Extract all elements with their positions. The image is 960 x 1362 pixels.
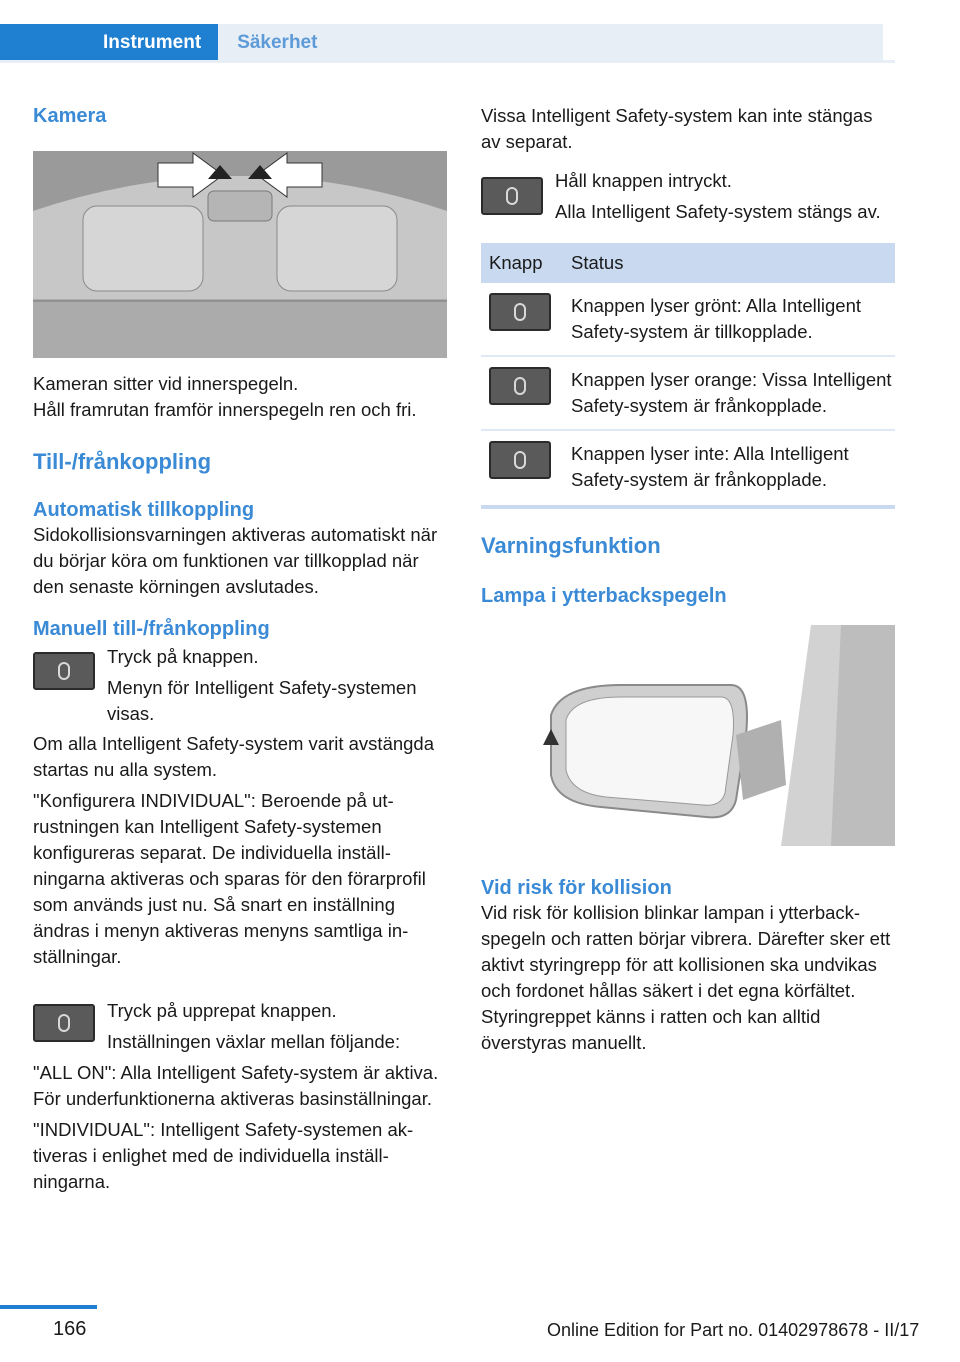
safety-button-icon bbox=[489, 367, 551, 405]
status-table bbox=[481, 243, 895, 503]
manual-text-1: Om alla Intelligent Safety-system varit avstängda startas nu alla system. bbox=[33, 733, 435, 780]
table-cell-status: Knappen lyser orange: Vissa Intelligent Safety-system är frånkopplade. bbox=[563, 356, 895, 430]
repeat-step-1: Tryck på upprepat knappen. bbox=[107, 1000, 337, 1021]
manual-step-2: Menyn för Intelligent Safety-systemen visas. bbox=[107, 677, 417, 724]
safety-button-icon bbox=[33, 1004, 95, 1042]
manual-text-2: "Konfigurera INDIVIDUAL": Beroende på utrustningen kan Intelligent Safety-systemen konfigureras separat. De individuella inställningarna aktiveras och sparas för den förarprofil som används just nu. Så snart en inställning ändras i menyn aktiveras menyns samtliga inställningar. bbox=[33, 790, 426, 967]
safety-button-icon bbox=[489, 293, 551, 331]
safety-button-icon bbox=[33, 652, 95, 690]
tab-divider bbox=[0, 60, 895, 63]
collision-text: Vid risk för kollision blinkar lampan i ytterbackspegeln och ratten börjar vibrera. Därefter sker ett aktivt styringrepp för att kollisionen ska undvikas och fordonet hållas säkert i det egna körfältet. Styringreppet känns i ratten och kan alltid överstyras manuellt. bbox=[481, 902, 891, 1053]
intro-text: Vissa Intelligent Safety-system kan inte stängas av separat. bbox=[481, 105, 873, 152]
hold-step-2: Alla Intelligent Safety-system stängs av. bbox=[555, 201, 881, 222]
collision-heading: Vid risk för kollision bbox=[481, 877, 672, 899]
manual-step-1: Tryck på knappen. bbox=[107, 646, 259, 667]
table-header-knapp: Knapp bbox=[481, 243, 563, 283]
table-row bbox=[481, 283, 895, 356]
all-on-text: "ALL ON": Alla Intelligent Safety-system är aktiva. För underfunktionerna aktiveras basinställningar. bbox=[33, 1062, 439, 1109]
table-bottom-rule bbox=[481, 505, 895, 509]
tab-sakerhet[interactable]: Säkerhet bbox=[218, 24, 883, 62]
repeat-step-2: Inställningen växlar mellan följande: bbox=[107, 1031, 401, 1052]
tab-instrument[interactable]: Instrument bbox=[0, 24, 218, 62]
table-cell-status: Knappen lyser grönt: Alla Intelligent Safety-system är tillkopplade. bbox=[563, 283, 895, 356]
page-number: 166 bbox=[53, 1318, 87, 1340]
table-row bbox=[481, 430, 895, 503]
warning-heading: Varningsfunktion bbox=[481, 533, 661, 558]
table-row bbox=[481, 356, 895, 430]
section-heading: Till-/frånkoppling bbox=[33, 449, 212, 474]
individual-text: "INDIVIDUAL": Intelligent Safety-systemen aktiveras i enlighet med de individuella inställningarna. bbox=[33, 1119, 414, 1192]
lamp-heading: Lampa i ytterbackspegeln bbox=[481, 585, 727, 607]
footer-rule bbox=[0, 1305, 97, 1309]
mirror-image bbox=[481, 625, 895, 846]
edition-note: Online Edition for Part no. 01402978678 - II/17 bbox=[547, 1320, 920, 1340]
table-header-status: Status bbox=[563, 243, 895, 283]
camera-text-1: Kameran sitter vid innerspegeln. bbox=[33, 373, 299, 394]
manual-heading: Manuell till-/frånkoppling bbox=[33, 618, 270, 640]
safety-button-icon bbox=[481, 177, 543, 215]
auto-heading: Automatisk tillkoppling bbox=[33, 499, 255, 521]
hold-step-1: Håll knappen intryckt. bbox=[555, 170, 732, 191]
right-column bbox=[481, 100, 895, 1056]
tab-bar bbox=[0, 24, 883, 62]
safety-button-icon bbox=[489, 441, 551, 479]
camera-heading: Kamera bbox=[33, 105, 107, 127]
camera-image bbox=[33, 151, 447, 358]
camera-text-2: Håll framrutan framför innerspegeln ren och fri. bbox=[33, 399, 417, 420]
left-column bbox=[33, 100, 447, 1195]
auto-text: Sidokollisionsvarningen aktiveras automatiskt när du börjar köra om funktionen var tillkopplad när den senaste körningen avslutades. bbox=[33, 524, 438, 597]
table-cell-status: Knappen lyser inte: Alla Intelligent Safety-system är frånkopplade. bbox=[571, 443, 849, 490]
